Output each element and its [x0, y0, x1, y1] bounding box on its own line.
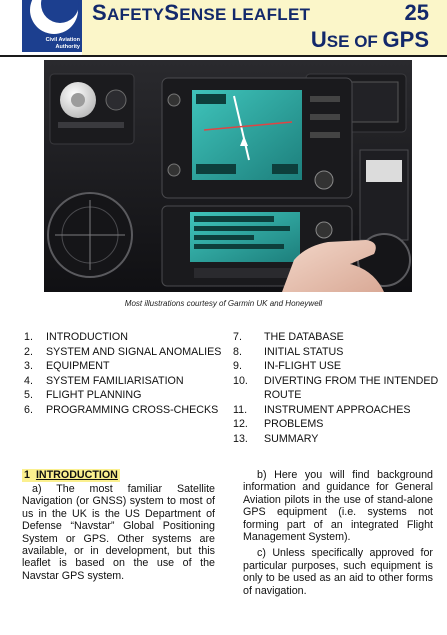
- leaflet-number: 25: [404, 0, 429, 25]
- contents-item: 10. DIVERTING FROM THE INTENDED ROUTE: [233, 374, 439, 401]
- contents-list-left: [24, 330, 224, 417]
- caa-logo-text: Civil Aviation Authority: [45, 37, 80, 50]
- title-box: [82, 0, 447, 55]
- contents-item: 4. SYSTEM FAMILIARISATION: [24, 374, 184, 387]
- body-column-right: [243, 469, 433, 597]
- leaflet-subtitle: USE OF GPS: [310, 27, 429, 52]
- paragraph-a: a) The most familiar Satellite Navigation (or GNSS) system to most of us in the UK is the US Department of Defense “Navstar” Global Positioning System or GPS. Other systems are available, or in development, but this leaflet is based on the use of the Navstar GPS system.: [22, 483, 215, 582]
- contents-item: 5. FLIGHT PLANNING: [24, 389, 142, 401]
- contents-item: 9. IN-FLIGHT USE: [233, 360, 341, 372]
- contents-list-right: [233, 330, 443, 446]
- contents-item: 8. INITIAL STATUS: [233, 345, 344, 358]
- contents-item: 11. INSTRUMENT APPROACHES: [233, 403, 411, 416]
- cockpit-gps-photo: [44, 60, 412, 292]
- paragraph-b: b) Here you will find background information and guidance for General Aviation pilots in the use of stand-alone GPS equipment (i.e. systems not forming part of an integrated Flight Management System).: [243, 469, 433, 544]
- contents-item: 13. SUMMARY: [233, 432, 319, 445]
- contents-item: 12. PROBLEMS: [233, 418, 324, 430]
- body-column-left: [22, 469, 215, 582]
- paragraph-c: c) Unless specifically approved for particular purposes, such equipment is only to be used as an aid to other forms of navigation.: [243, 547, 433, 597]
- contents-item: 3. EQUIPMENT: [24, 360, 110, 372]
- contents-item: 7. THE DATABASE: [233, 331, 344, 343]
- caa-logo: [22, 0, 82, 52]
- contents-item: 6. PROGRAMMING CROSS-CHECKS: [24, 403, 219, 416]
- section-heading: 1 INTRODUCTION: [24, 469, 118, 481]
- contents-item: 2. SYSTEM AND SIGNAL ANOMALIES: [24, 345, 222, 358]
- photo-caption: Most illustrations courtesy of Garmin UK and Honeywell: [124, 299, 323, 308]
- leaflet-series-title: SAFETYSENSE LEAFLET: [92, 0, 311, 25]
- leaflet-header: [0, 0, 447, 57]
- contents-item: 1. INTRODUCTION: [24, 331, 128, 343]
